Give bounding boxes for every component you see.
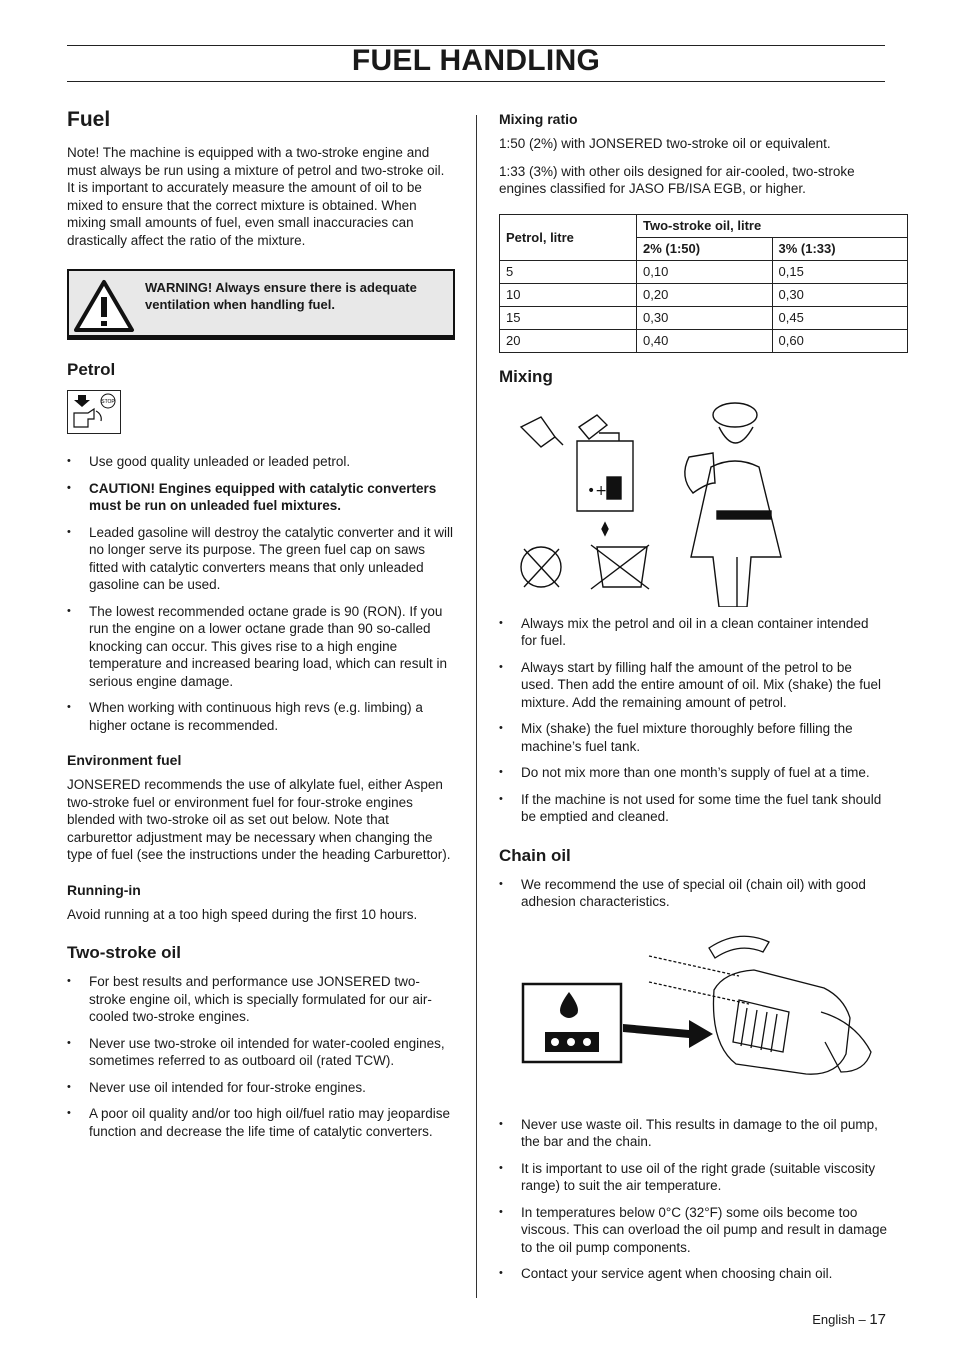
petrol-list — [67, 453, 455, 734]
list-item: • Mix (shake) the fuel mixture thoroughly before filling the machine’s fuel tank. — [499, 720, 887, 755]
person-shaking-can-icon — [685, 403, 781, 607]
chain-oil-heading: Chain oil — [499, 845, 571, 865]
table-row — [500, 329, 908, 352]
list-item: • If the machine is not used for some time the fuel tank should be emptied and cleaned. — [499, 791, 887, 826]
oil-can-icon — [521, 415, 649, 589]
table-cell: 0,15 — [772, 260, 908, 283]
mixing-ratio-p2: 1:33 (3%) with other oils designed for air-cooled, two-stroke engines classified for JASO FB/ISA EGB, or higher. — [499, 163, 855, 196]
table-cell: 10 — [500, 283, 637, 306]
warning-text: WARNING! Always ensure there is adequate ventilation when handling fuel. — [145, 280, 417, 312]
footer-dash: – — [858, 1312, 866, 1327]
list-item: • It is important to use oil of the right grade (suitable viscosity range) to suit the air temperature. — [499, 1160, 887, 1195]
list-item: • Use good quality unleaded or leaded petrol. — [67, 453, 455, 471]
list-item: • Never use two-stroke oil intended for water-cooled engines, sometimes referred to as outboard oil (rated TCW). — [67, 1035, 455, 1070]
chain-oil-intro-list — [499, 876, 887, 911]
list-item: • Never use waste oil. This results in damage to the oil pump, the bar and the chain. — [499, 1116, 887, 1151]
arrow-icon — [623, 1020, 713, 1048]
mixing-heading: Mixing — [499, 366, 553, 386]
table-header-3pct: 3% (1:33) — [772, 237, 908, 260]
list-item: • We recommend the use of special oil (chain oil) with good adhesion characteristics. — [499, 876, 887, 911]
two-stroke-oil-heading: Two-stroke oil — [67, 943, 181, 962]
table-cell: 20 — [500, 329, 637, 352]
table-cell: 0,10 — [637, 260, 773, 283]
footer-language: English — [812, 1312, 855, 1327]
svg-text:STOP: STOP — [101, 399, 115, 405]
table-cell: 0,60 — [772, 329, 908, 352]
table-header-oil: Two-stroke oil, litre — [637, 214, 908, 237]
page-title: FUEL HANDLING — [351, 44, 601, 77]
fuel-nozzle-icon — [67, 390, 121, 434]
mixing-ratio-heading: Mixing ratio — [499, 111, 578, 127]
list-item: • Leaded gasoline will destroy the catalytic converter and it will no longer serve its purpose. The green fuel cap on saws fitted with catalytic converters means that only unleaded gasoline can be used. — [67, 524, 455, 594]
warning-box — [67, 269, 455, 340]
chain-oil-symbol-icon — [523, 984, 621, 1062]
environment-fuel-text: JONSERED recommends the use of alkylate fuel, either Aspen two-stroke fuel or environment fuel for four-stroke engines blended with two-stroke oil as set out below. Note that carburettor adjustment may be necessary when changing the type of fuel (see the instructions under the heading Carburettor). — [67, 777, 451, 862]
mixing-ratio-table — [499, 214, 908, 353]
table-row — [500, 283, 908, 306]
mixing-ratio-p1: 1:50 (2%) with JONSERED two-stroke oil or equivalent. — [499, 136, 831, 151]
table-cell: 0,45 — [772, 306, 908, 329]
table-cell: 0,30 — [772, 283, 908, 306]
list-item: • Do not mix more than one month’s supply of fuel at a time. — [499, 764, 887, 782]
table-cell: 5 — [500, 260, 637, 283]
chainsaw-icon — [649, 936, 871, 1074]
fuel-intro: Note! The machine is equipped with a two-stroke engine and must always be run using a mixture of petrol and two-stroke oil. It is important to accurately measure the amount of oil to be mixed to ensure that the correct mixture is obtained. When mixing small amounts of fuel, even small inaccuracies can drastically affect the ratio of the mixture. — [67, 145, 445, 248]
mixing-illustration — [499, 397, 799, 607]
table-row — [500, 260, 908, 283]
list-item: • Always start by filling half the amount of the petrol to be used. Then add the entire amount of oil. Mix (shake) the fuel mixture. Add the remaining amount of petrol. — [499, 659, 887, 712]
left-column — [67, 108, 455, 1149]
table-cell: 15 — [500, 306, 637, 329]
header-rule-bottom — [67, 81, 885, 82]
right-column — [499, 108, 887, 1292]
table-cell: 0,40 — [637, 329, 773, 352]
column-divider — [476, 115, 477, 1298]
list-item: • The lowest recommended octane grade is 90 (RON). If you run the engine on a lower octane grade than 90 so-called knocking can occur. This gives rise to a high engine temperature and increased bearing load, which can result in serious engine damage. — [67, 603, 455, 691]
fuel-heading: Fuel — [67, 108, 111, 131]
two-stroke-oil-list — [67, 973, 455, 1140]
list-item: • A poor oil quality and/or too high oil/fuel ratio may jeopardise function and decrease the life time of catalytic converters. — [67, 1105, 455, 1140]
table-cell: 0,20 — [637, 283, 773, 306]
environment-fuel-heading: Environment fuel — [67, 752, 182, 768]
warning-triangle-icon — [73, 279, 135, 333]
page-number: 17 — [869, 1311, 886, 1328]
list-item: • For best results and performance use JONSERED two-stroke engine oil, which is specially formulated for our air-cooled two-stroke engines. — [67, 973, 455, 1026]
page-footer — [812, 1311, 886, 1328]
list-item: • CAUTION! Engines equipped with catalytic converters must be run on unleaded fuel mixtures. — [67, 480, 455, 515]
list-item: • Contact your service agent when choosing chain oil. — [499, 1265, 887, 1283]
table-header-2pct: 2% (1:50) — [637, 237, 773, 260]
petrol-heading: Petrol — [67, 360, 116, 379]
mixing-list — [499, 615, 887, 826]
chainsaw-oil-illustration — [499, 920, 879, 1100]
svg-text:•+: •+ — [587, 482, 607, 499]
table-cell: 0,30 — [637, 306, 773, 329]
list-item: • When working with continuous high revs (e.g. limbing) a higher octane is recommended. — [67, 699, 455, 734]
list-item: • Never use oil intended for four-stroke engines. — [67, 1079, 455, 1097]
list-item: • Always mix the petrol and oil in a clean container intended for fuel. — [499, 615, 887, 650]
table-header-petrol: Petrol, litre — [500, 214, 637, 260]
list-item: • In temperatures below 0°C (32°F) some oils become too viscous. This can overload the oil pump and result in damage to the oil pump components. — [499, 1204, 887, 1257]
chain-oil-list — [499, 1116, 887, 1283]
running-in-text: Avoid running at a too high speed during the first 10 hours. — [67, 906, 418, 922]
table-row — [500, 306, 908, 329]
running-in-heading: Running-in — [67, 881, 141, 898]
